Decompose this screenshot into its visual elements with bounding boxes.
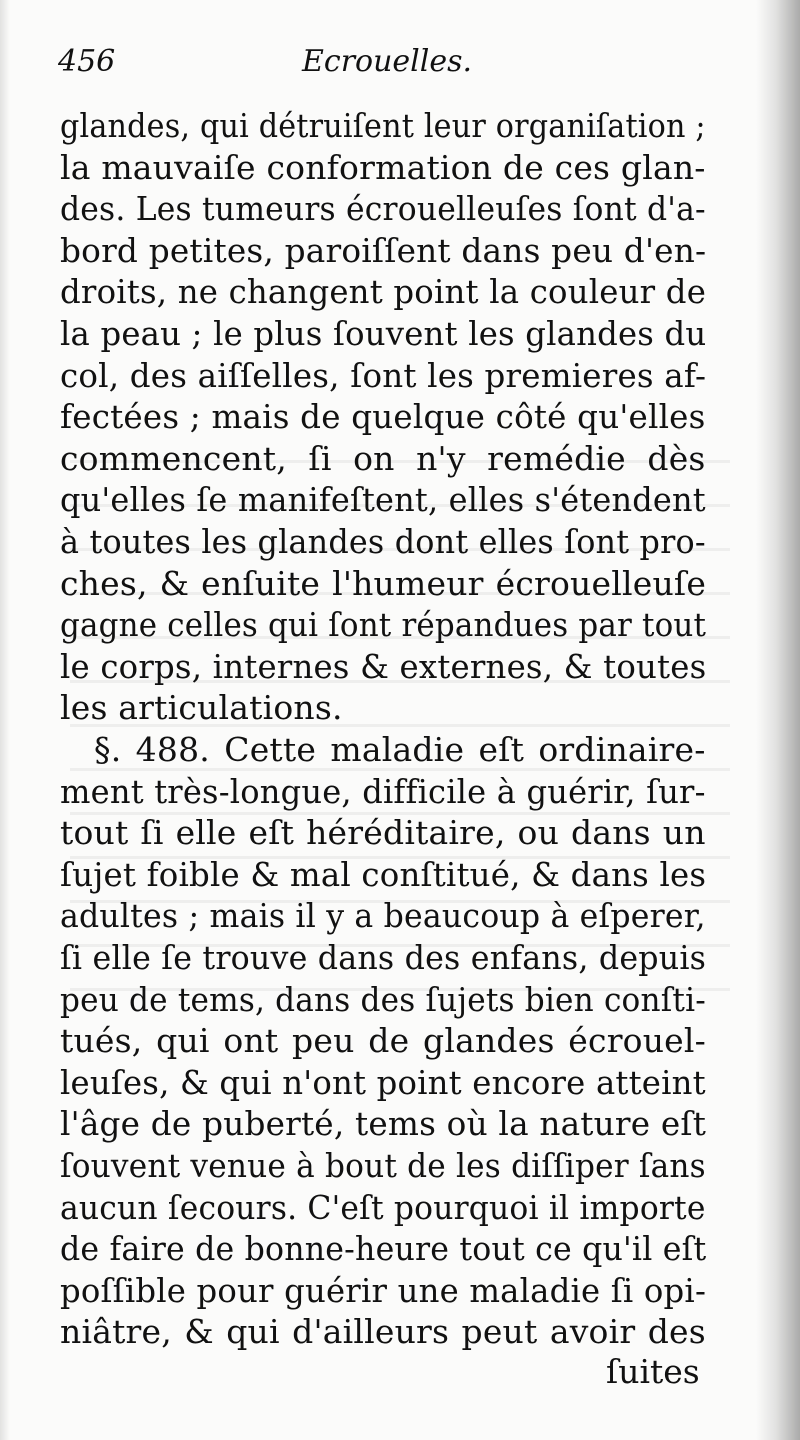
text-line: tués, qui ont peu de glandes écrouel- (60, 1021, 707, 1061)
text-line: gagne celles qui ſont répandues par tout (60, 605, 707, 645)
text-line: droits, ne changent point la couleur de (60, 272, 707, 312)
text-line: fectées ; mais de quelque côté qu'elles (60, 397, 706, 437)
text-line: la peau ; le plus ſouvent les glandes du (60, 314, 707, 353)
text-line: qu'elles ſe manifeſtent, elles s'étendent (60, 480, 706, 520)
text-line: aucun ſecours. C'eſt pourquoi il importe (60, 1187, 706, 1227)
text-line: ches, & enſuite l'humeur écrouelleuſe (60, 563, 707, 603)
page-number: 456 (58, 44, 116, 79)
text-line: ment très-longue, difficile à guérir, ſur- (60, 771, 706, 811)
text-line: ſujet foible & mal conſtitué, & dans les (60, 854, 707, 894)
text-line: §. 488. Cette maladie eſt ordinaire- (94, 730, 706, 769)
page-header (58, 44, 708, 94)
text-line: col, des aiſſelles, ſont les premieres af- (60, 355, 707, 395)
text-line: le corps, internes & externes, & toutes (60, 646, 707, 686)
text-line: tout ſi elle eſt héréditaire, ou dans un (60, 813, 706, 853)
text-line: peu de tems, dans des ſujets bien conſti- (60, 979, 706, 1019)
page-gutter-shadow (756, 0, 800, 1440)
text-line: de faire de bonne-heure tout ce qu'il eſt (60, 1229, 707, 1269)
text-line: bord petites, paroiſſent dans peu d'en- (60, 230, 707, 270)
text-line: ſouvent venue à bout de les diſſiper ſans (60, 1146, 706, 1185)
text-line: les articulations. (60, 688, 343, 728)
text-line: ſi elle ſe trouve dans des enfans, depuis (60, 938, 707, 977)
text-line: glandes, qui détruiſent leur organiſation ; (60, 106, 706, 145)
text-line: la mauvaiſe conformation de ces glan- (60, 147, 706, 187)
catchword: ſuites (606, 1352, 700, 1391)
text-line: à toutes les glandes dont elles ſont pro- (60, 522, 706, 561)
text-line: l'âge de puberté, tems où la nature eſt (60, 1104, 707, 1144)
text-line: adultes ; mais il y a beaucoup à eſperer, (60, 896, 706, 936)
page-left-edge-shadow (0, 0, 10, 1440)
text-line: commencent, ſi on n'y remédie dès (60, 438, 706, 478)
text-line: leuſes, & qui n'ont point encore atteint (60, 1062, 706, 1102)
text-line: niâtre, & qui d'ailleurs peut avoir des (60, 1312, 706, 1352)
running-title: Ecrouelles. (302, 44, 473, 79)
text-line: des. Les tumeurs écrouelleuſes ſont d'a- (60, 189, 706, 229)
text-line: poſſible pour guérir une maladie ſi opi- (60, 1270, 707, 1310)
